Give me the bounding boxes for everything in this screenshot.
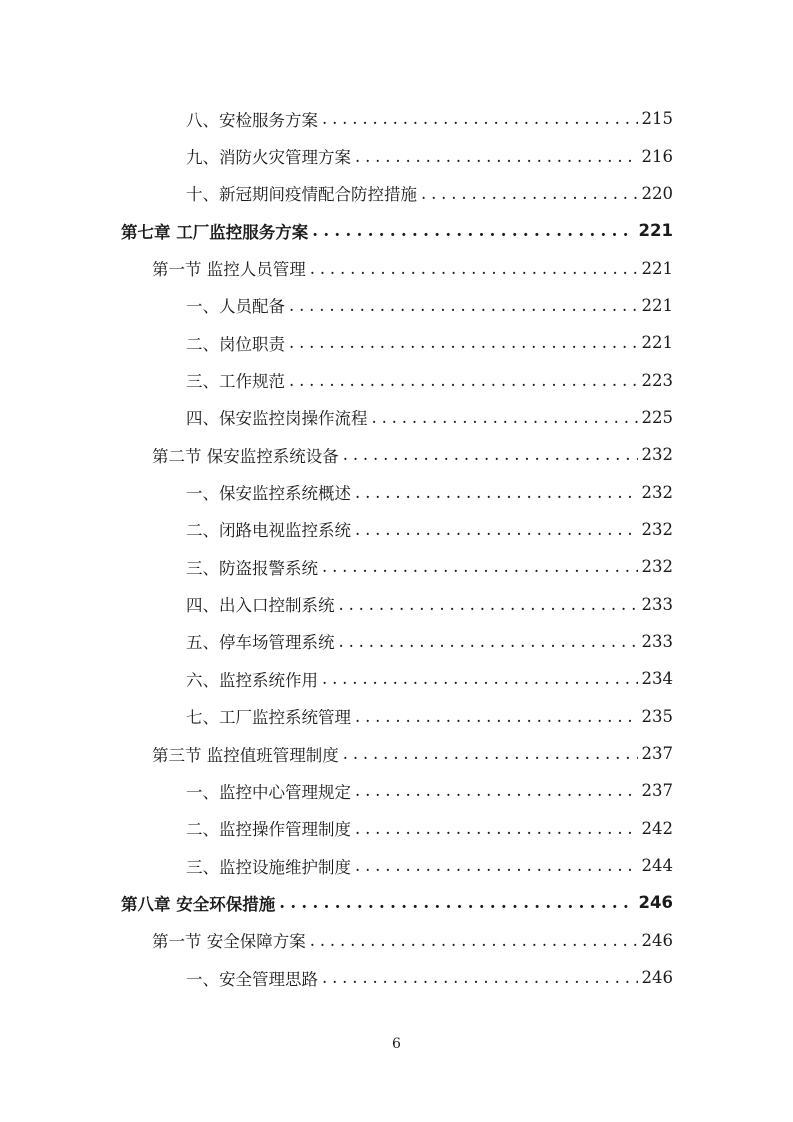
- toc-dot-leader: [289, 371, 638, 390]
- toc-subsection-entry[interactable]: [0, 548, 793, 585]
- toc-entry-page-number: 237: [641, 744, 673, 764]
- toc-subsection-entry[interactable]: [0, 137, 793, 174]
- toc-entry-label: 十、新冠期间疫情配合防控措施: [186, 185, 417, 205]
- toc-entry-label: 二、岗位职责: [186, 334, 285, 354]
- toc-entry-label: 三、工作规范: [186, 372, 285, 392]
- toc-dot-leader: [289, 333, 638, 352]
- toc-dot-leader: [310, 931, 638, 950]
- toc-entry-page-number: 216: [641, 146, 673, 166]
- toc-entry-label: 第一节 安全保障方案: [152, 932, 306, 952]
- toc-entry-page-number: 244: [641, 856, 673, 876]
- toc-section-entry[interactable]: [0, 922, 793, 959]
- toc-entry-page-number: 220: [641, 183, 673, 203]
- toc-entry-label: 第二节 保安监控系统设备: [152, 446, 339, 466]
- toc-entry-page-number: 215: [641, 109, 673, 129]
- toc-entry-page-number: 225: [641, 407, 673, 427]
- toc-entry-page-number: 242: [641, 818, 673, 838]
- toc-dot-leader: [343, 445, 638, 464]
- toc-dot-leader: [339, 595, 638, 614]
- toc-dot-leader: [355, 707, 638, 726]
- toc-entry-page-number: 233: [641, 631, 673, 651]
- toc-entry-page-number: 246: [638, 893, 673, 913]
- toc-dot-leader: [355, 520, 638, 539]
- toc-entry-label: 八、安检服务方案: [186, 110, 318, 130]
- toc-subsection-entry[interactable]: [0, 361, 793, 398]
- toc-dot-leader: [355, 483, 638, 502]
- toc-entry-page-number: 232: [641, 482, 673, 502]
- toc-entry-label: 二、监控操作管理制度: [186, 820, 351, 840]
- toc-subsection-entry[interactable]: [0, 511, 793, 548]
- toc-dot-leader: [421, 184, 638, 203]
- toc-entry-label: 二、闭路电视监控系统: [186, 521, 351, 541]
- toc-dot-leader: [355, 781, 638, 800]
- toc-subsection-entry[interactable]: [0, 660, 793, 697]
- toc-dot-leader: [339, 632, 638, 651]
- toc-entry-label: 三、防盗报警系统: [186, 558, 318, 578]
- toc-dot-leader: [355, 856, 638, 875]
- table-of-contents: [0, 100, 793, 996]
- toc-dot-leader: [310, 259, 638, 278]
- toc-subsection-entry[interactable]: [0, 623, 793, 660]
- toc-subsection-entry[interactable]: [0, 473, 793, 510]
- toc-dot-leader: [343, 744, 638, 763]
- toc-dot-leader: [312, 221, 634, 240]
- toc-dot-leader: [355, 147, 638, 166]
- toc-dot-leader: [322, 968, 638, 987]
- toc-subsection-entry[interactable]: [0, 100, 793, 137]
- toc-entry-label: 六、监控系统作用: [186, 670, 318, 690]
- toc-entry-label: 第八章 安全环保措施: [121, 894, 276, 914]
- toc-subsection-entry[interactable]: [0, 847, 793, 884]
- toc-entry-label: 一、安全管理思路: [186, 969, 318, 989]
- toc-entry-page-number: 232: [641, 445, 673, 465]
- page-number: 6: [392, 1036, 401, 1052]
- toc-entry-page-number: 221: [638, 221, 673, 241]
- toc-dot-leader: [322, 557, 638, 576]
- toc-entry-label: 第三节 监控值班管理制度: [152, 745, 339, 765]
- toc-entry-label: 五、停车场管理系统: [186, 633, 335, 653]
- toc-entry-page-number: 237: [641, 781, 673, 801]
- toc-entry-label: 九、消防火灾管理方案: [186, 148, 351, 168]
- toc-entry-page-number: 234: [641, 669, 673, 689]
- toc-chapter-entry[interactable]: [0, 212, 793, 249]
- toc-dot-leader: [322, 669, 638, 688]
- toc-entry-page-number: 246: [641, 968, 673, 988]
- toc-dot-leader: [322, 109, 638, 128]
- toc-entry-page-number: 221: [641, 258, 673, 278]
- toc-entry-page-number: 223: [641, 370, 673, 390]
- toc-entry-label: 一、保安监控系统概述: [186, 484, 351, 504]
- toc-entry-label: 一、人员配备: [186, 297, 285, 317]
- toc-entry-label: 一、监控中心管理规定: [186, 782, 351, 802]
- toc-dot-leader: [355, 819, 638, 838]
- toc-entry-page-number: 232: [641, 557, 673, 577]
- toc-subsection-entry[interactable]: [0, 399, 793, 436]
- toc-subsection-entry[interactable]: [0, 959, 793, 996]
- toc-dot-leader: [289, 296, 638, 315]
- toc-section-entry[interactable]: [0, 436, 793, 473]
- toc-subsection-entry[interactable]: [0, 585, 793, 622]
- toc-subsection-entry[interactable]: [0, 810, 793, 847]
- toc-entry-page-number: 221: [641, 295, 673, 315]
- toc-entry-page-number: 246: [641, 930, 673, 950]
- toc-dot-leader: [279, 893, 634, 912]
- toc-subsection-entry[interactable]: [0, 287, 793, 324]
- toc-section-entry[interactable]: [0, 735, 793, 772]
- toc-entry-page-number: 235: [641, 706, 673, 726]
- toc-entry-label: 四、保安监控岗操作流程: [186, 409, 368, 429]
- toc-entry-page-number: 221: [641, 333, 673, 353]
- toc-entry-label: 三、监控设施维护制度: [186, 857, 351, 877]
- toc-entry-label: 第一节 监控人员管理: [152, 260, 306, 280]
- toc-subsection-entry[interactable]: [0, 175, 793, 212]
- toc-dot-leader: [372, 408, 638, 427]
- toc-entry-page-number: 232: [641, 519, 673, 539]
- toc-subsection-entry[interactable]: [0, 772, 793, 809]
- toc-subsection-entry[interactable]: [0, 698, 793, 735]
- toc-subsection-entry[interactable]: [0, 324, 793, 361]
- toc-entry-label: 四、出入口控制系统: [186, 596, 335, 616]
- toc-entry-page-number: 233: [641, 594, 673, 614]
- toc-entry-label: 第七章 工厂监控服务方案: [121, 222, 309, 242]
- toc-chapter-entry[interactable]: [0, 884, 793, 921]
- toc-entry-label: 七、工厂监控系统管理: [186, 708, 351, 728]
- toc-section-entry[interactable]: [0, 249, 793, 286]
